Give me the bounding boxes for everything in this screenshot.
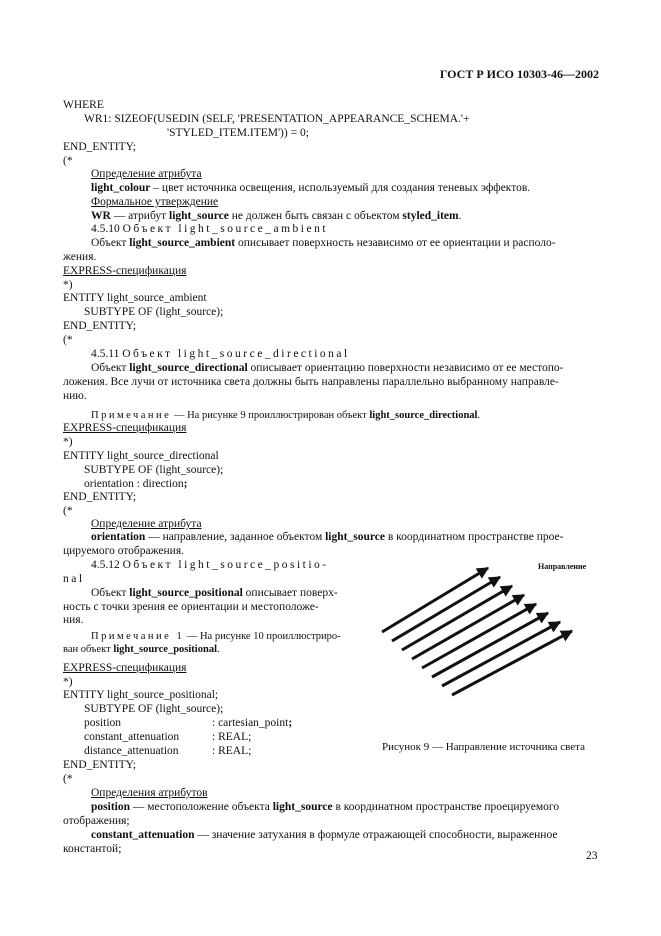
clause-title: Объект light_source_ambient (122, 223, 329, 235)
text-line: *) (63, 436, 73, 448)
figure-direction-arrows (378, 560, 600, 710)
page-header: ГОСТ Р ИСО 10303-46—2002 (439, 67, 599, 81)
text-line: END_ENTITY; (63, 491, 137, 503)
text-line: ENTITY light_source_ambient (63, 292, 207, 304)
text-line: END_ENTITY; (63, 320, 137, 332)
term: light_source (272, 801, 333, 813)
text: Объект (91, 237, 130, 249)
text-line: constant_attenuation (84, 731, 180, 743)
text-line: (* (63, 773, 73, 785)
figure-caption: Рисунок 9 — Направление источника света (382, 741, 585, 753)
text: не должен быть связан с объектом (228, 210, 403, 222)
clause-number: 4.5.12 (91, 559, 123, 571)
note-line (63, 643, 220, 656)
text-line (91, 182, 530, 195)
text-line: 'STYLED_ITEM.ITEM')) = 0; (167, 127, 309, 139)
term: light_colour (91, 182, 151, 194)
section-heading: Определения атрибутов (91, 787, 208, 799)
text-line (91, 531, 563, 544)
note-label: Примечание (91, 410, 172, 421)
term: constant_attenuation (91, 829, 195, 841)
section-heading: Определение атрибута (91, 518, 202, 530)
text-line (212, 717, 292, 730)
text: описывает ориентацию поверхности независимо от ее местопо- (247, 362, 564, 374)
clause-heading (91, 348, 350, 361)
text: : cartesian_point (212, 717, 289, 729)
term: light_source_directional (129, 362, 248, 374)
text-line: SUBTYPE OF (light_source); (84, 703, 224, 715)
text: . (216, 644, 220, 655)
section-heading: Формальное утверждение (91, 196, 219, 208)
text-line: distance_attenuation (84, 745, 179, 757)
term: light_source_positional (129, 587, 243, 599)
text-line: (* (63, 155, 73, 167)
clause-number: 4.5.11 (91, 348, 123, 360)
text-line: ложения. Все лучи от источника света должны быть направлены параллельно выбранному направле- (63, 376, 559, 388)
text: описывает поверхность независимо от ее ориентации и располо- (235, 237, 556, 249)
text-line: position (84, 717, 122, 729)
text-line: константой; (63, 843, 122, 855)
text-line: отображения; (63, 815, 130, 827)
direction-arrow (382, 568, 488, 632)
text: — значение затухания в формуле отражающей способности, выраженное (194, 829, 558, 841)
page-number: 23 (586, 850, 598, 862)
term: WR (91, 210, 111, 222)
text: — направление, заданное объектом (145, 531, 326, 543)
text-line (91, 237, 556, 250)
text: — атрибут (110, 210, 170, 222)
text-line: END_ENTITY; (63, 759, 137, 771)
term: position (91, 801, 130, 813)
section-heading: Определение атрибута (91, 168, 202, 180)
text-line: nal (63, 573, 85, 585)
text: в координатном пространстве прое- (384, 531, 564, 543)
text-line: цируемого отображения. (63, 545, 184, 557)
term: light_source_directional (369, 410, 478, 421)
text-line: (* (63, 334, 73, 346)
section-heading: EXPRESS-спецификация (63, 422, 187, 434)
term: light_source (169, 210, 229, 222)
text: ; (183, 478, 188, 490)
text-line (91, 801, 559, 814)
text: — На рисунке 9 проиллюстрирован объект (171, 410, 370, 421)
text-line: ENTITY light_source_positional; (63, 689, 219, 701)
clause-title: Объект light_source_positio- (122, 559, 329, 571)
text: . (458, 210, 462, 222)
text-line: WHERE (63, 99, 104, 111)
text-line: ность с точки зрения ее ориентации и местоположе- (63, 601, 319, 613)
text-line (91, 210, 462, 223)
note-label: Примечание 1 (91, 631, 185, 642)
text: — местоположение объекта (130, 801, 273, 813)
text-line: ENTITY light_source_directional (63, 450, 219, 462)
clause-heading (91, 559, 329, 572)
text-line: SUBTYPE OF (light_source); (84, 306, 224, 318)
section-heading: EXPRESS-спецификация (63, 662, 187, 674)
term: orientation (91, 531, 146, 543)
text: — На рисунке 10 проиллюстриро- (184, 631, 341, 642)
text: Объект (91, 362, 130, 374)
text: ван объект (63, 644, 114, 655)
term: light_source_positional (113, 644, 217, 655)
text-line: жения. (63, 251, 97, 263)
text-line: : REAL; (212, 731, 252, 743)
text-line: (* (63, 505, 73, 517)
text-line (84, 478, 187, 491)
direction-arrow (392, 577, 500, 641)
note-line (91, 630, 341, 643)
text-line: *) (63, 676, 73, 688)
text-line (91, 587, 338, 600)
term: styled_item (402, 210, 459, 222)
clause-heading (91, 223, 328, 236)
text: в координатном пространстве проецируемого (332, 801, 560, 813)
text-line: ния. (63, 614, 84, 626)
text: orientation : direction (84, 478, 184, 490)
text-line: SUBTYPE OF (light_source); (84, 464, 224, 476)
text-line: WR1: SIZEOF(USEDIN (SELF, 'PRESENTATION_APPEARANCE_SCHEMA.'+ (84, 113, 470, 125)
term: light_source (325, 531, 385, 543)
clause-title: Объект light_source_directional (122, 348, 350, 360)
text-line: *) (63, 279, 73, 291)
term: light_source_ambient (129, 237, 236, 249)
text-line (91, 362, 564, 375)
text: ; (288, 717, 293, 729)
section-heading: EXPRESS-спецификация (63, 265, 187, 277)
text: . (477, 410, 481, 421)
clause-number: 4.5.10 (91, 223, 123, 235)
text: описывает поверх- (242, 587, 338, 599)
figure-label: Направление (538, 562, 587, 571)
text-line: END_ENTITY; (63, 141, 137, 153)
text-line: : REAL; (212, 745, 252, 757)
text: – цвет источника освещения, используемый для создания теневых эффектов. (150, 182, 531, 194)
note-line (91, 409, 480, 422)
text-line (91, 829, 557, 842)
text: Объект (91, 587, 130, 599)
text-line: нию. (63, 390, 87, 402)
